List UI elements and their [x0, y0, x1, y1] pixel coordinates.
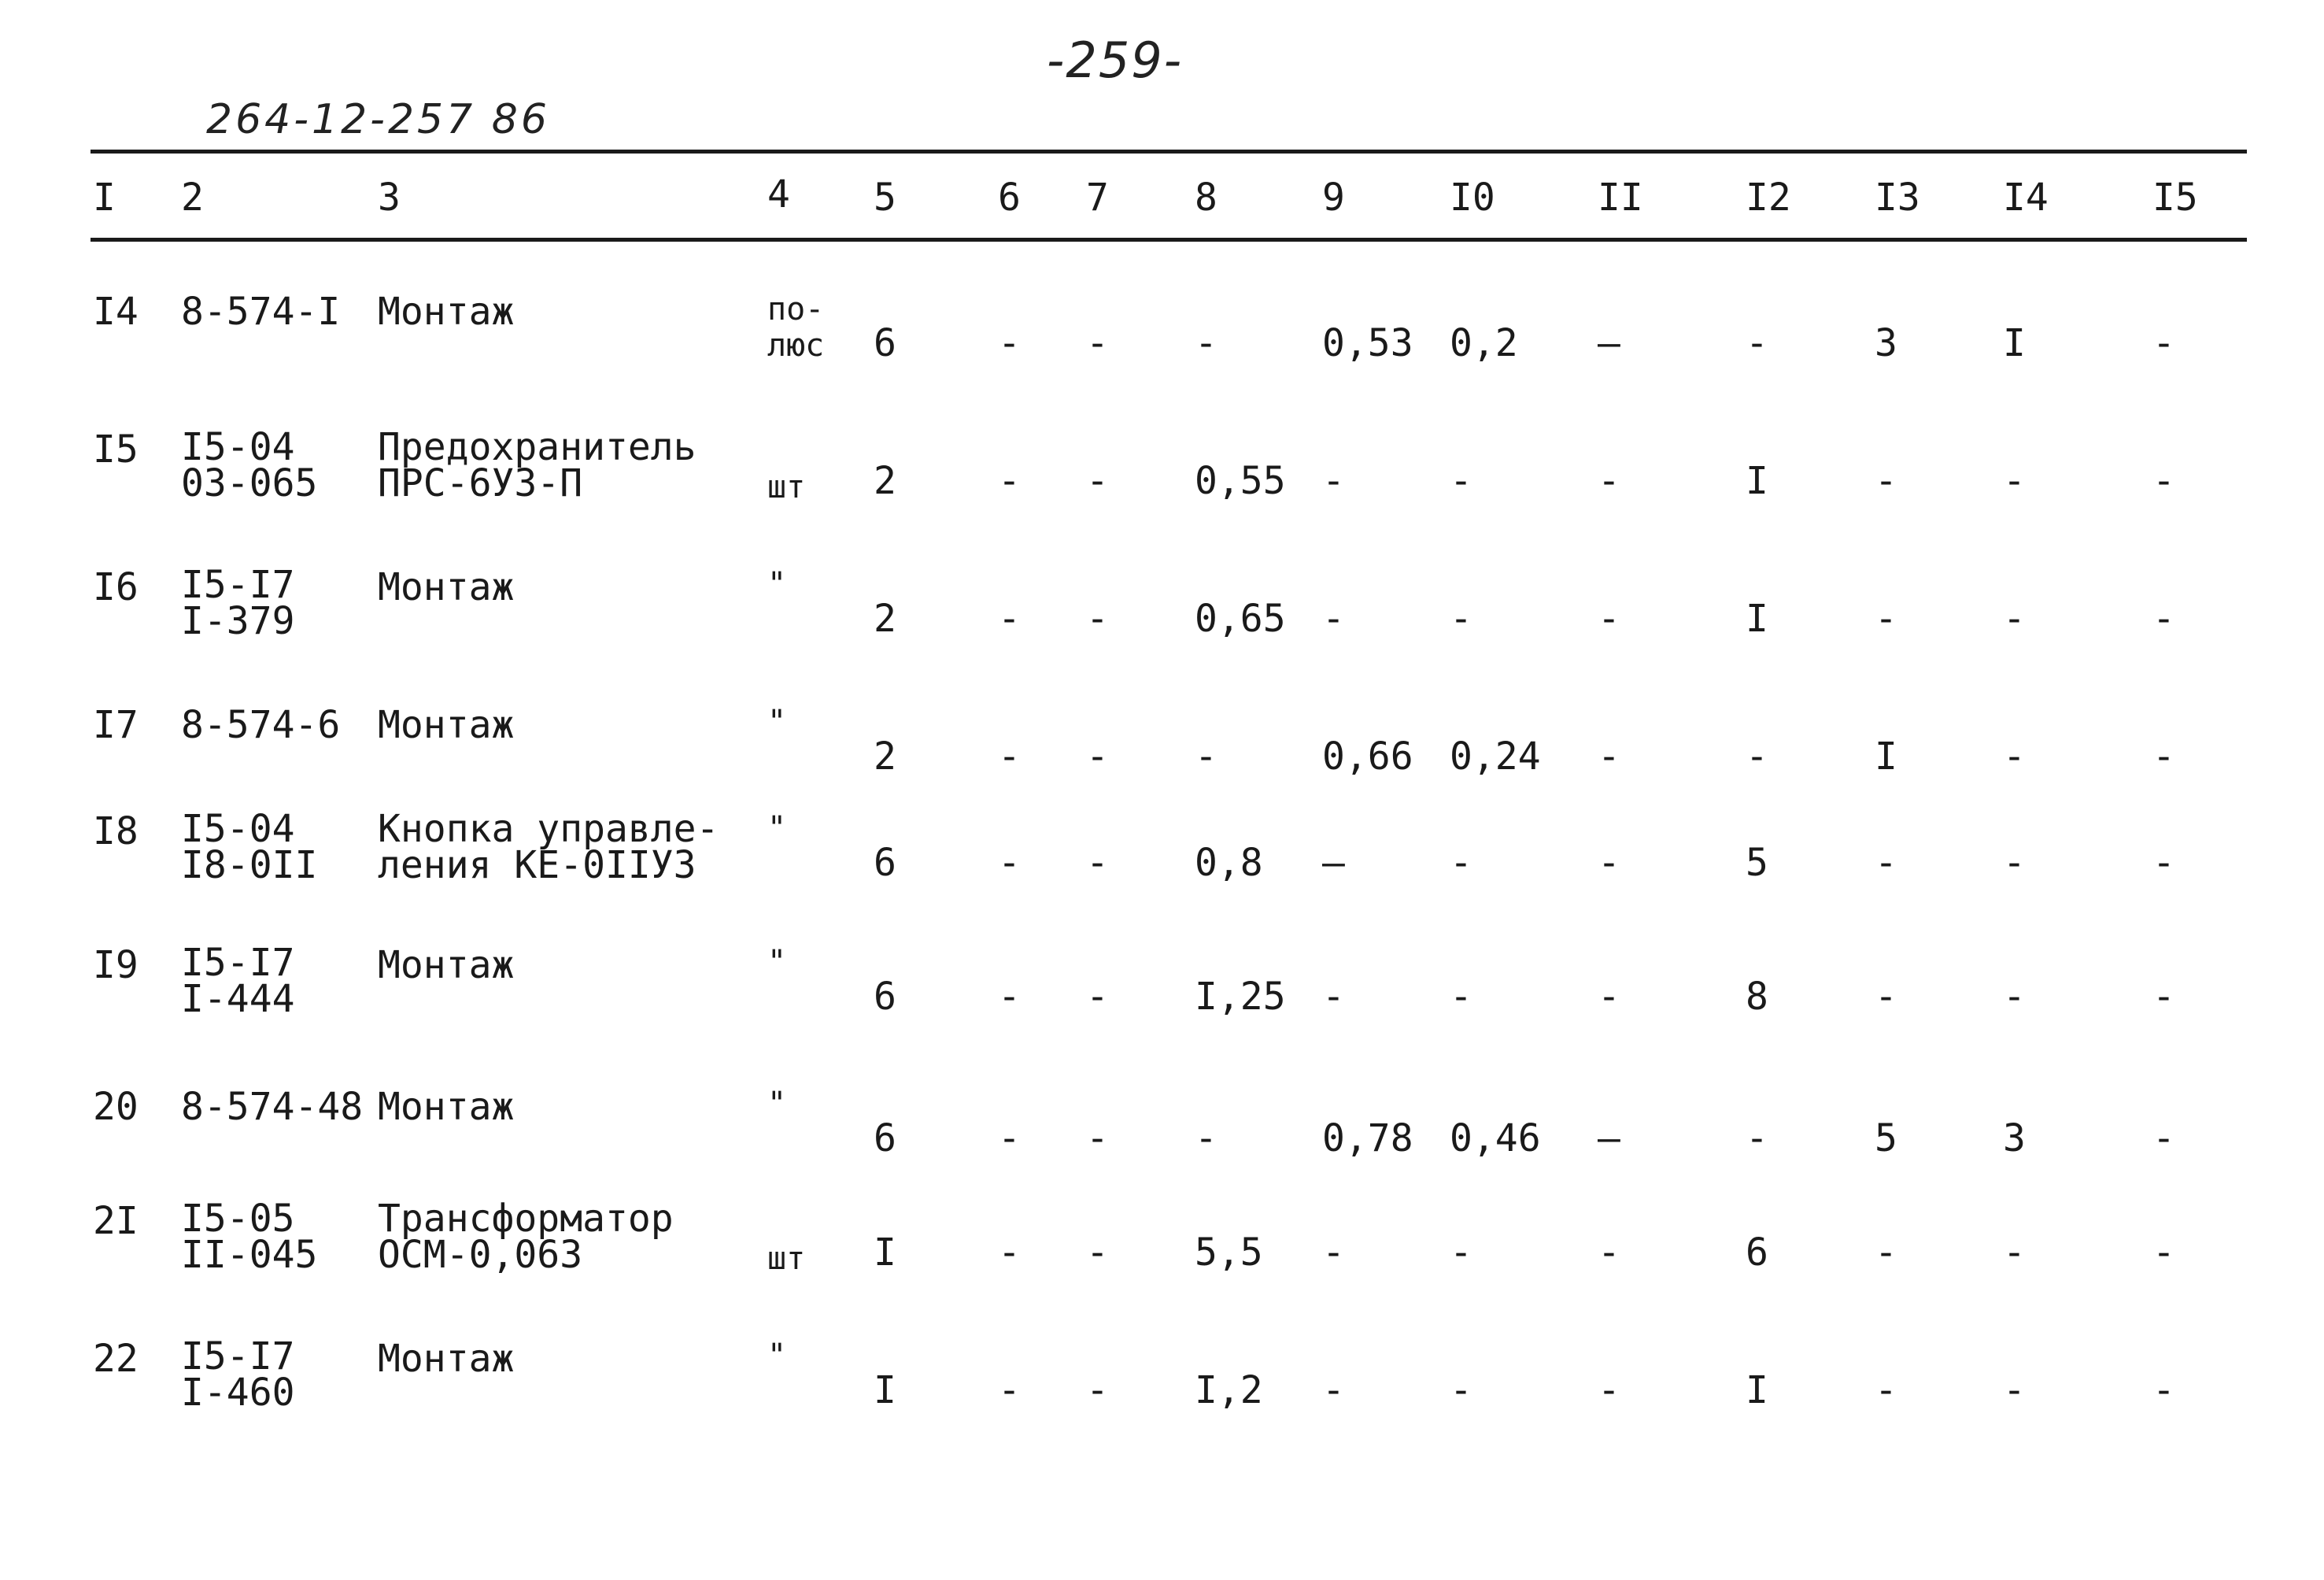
row-value-c13: - — [1875, 975, 1897, 1019]
column-header: 6 — [998, 176, 1021, 220]
row-value-c11: - — [1598, 597, 1620, 641]
row-value-c12: - — [1746, 734, 1768, 779]
column-header: I0 — [1450, 176, 1495, 220]
table-row — [0, 1197, 2324, 1287]
row-value-c10: - — [1450, 459, 1472, 503]
column-header: I4 — [2003, 176, 2049, 220]
row-value-c12: 8 — [1746, 975, 1768, 1019]
row-value-c6: - — [998, 734, 1021, 779]
row-value-c12: I — [1746, 597, 1768, 641]
row-value-c15: - — [2152, 1368, 2175, 1412]
column-header: 9 — [1322, 176, 1345, 220]
row-name: Монтаж — [378, 565, 515, 609]
row-value-c15: - — [2152, 734, 2175, 779]
row-name: Монтаж — [378, 290, 515, 334]
row-number: I6 — [93, 565, 139, 609]
row-value-c9: 0,66 — [1322, 734, 1413, 779]
row-unit: шт — [767, 1241, 806, 1277]
row-value-c13: - — [1875, 841, 1897, 885]
row-value-c11: - — [1598, 459, 1620, 503]
column-header: 7 — [1086, 176, 1109, 220]
row-unit: " — [767, 566, 787, 602]
row-value-c14: - — [2003, 459, 2026, 503]
row-unit: " — [767, 704, 787, 740]
row-value-c7: - — [1086, 597, 1109, 641]
row-code: I5-05 II-045 — [181, 1197, 318, 1277]
table-header-rule — [91, 238, 2247, 242]
table-row — [0, 941, 2324, 1031]
row-name: Монтаж — [378, 1337, 515, 1381]
row-number: I4 — [93, 290, 139, 334]
row-value-c10: - — [1450, 597, 1472, 641]
row-unit: " — [767, 1086, 787, 1122]
row-value-c15: - — [2152, 597, 2175, 641]
row-value-c14: I — [2003, 321, 2026, 365]
row-name: Монтаж — [378, 1085, 515, 1129]
row-value-c11: - — [1598, 734, 1620, 779]
row-value-c12: - — [1746, 321, 1768, 365]
table-row — [0, 291, 2324, 378]
table-row — [0, 1334, 2324, 1425]
row-value-c7: - — [1086, 459, 1109, 503]
row-value-c9: - — [1322, 1368, 1345, 1412]
column-header: 3 — [378, 176, 401, 220]
column-header: I3 — [1875, 176, 1920, 220]
row-value-c14: - — [2003, 1230, 2026, 1275]
row-code: 8-574-6 — [181, 703, 341, 747]
row-unit: " — [767, 1338, 787, 1374]
row-value-c14: - — [2003, 734, 2026, 779]
row-value-c13: 3 — [1875, 321, 1897, 365]
row-value-c9: - — [1322, 1230, 1345, 1275]
row-code: 8-574-48 — [181, 1085, 364, 1129]
row-value-c10: - — [1450, 841, 1472, 885]
table-top-rule — [91, 150, 2247, 154]
row-value-c11: - — [1598, 841, 1620, 885]
row-value-c7: - — [1086, 841, 1109, 885]
column-header: II — [1598, 176, 1643, 220]
row-value-c9: - — [1322, 597, 1345, 641]
row-value-c14: - — [2003, 1368, 2026, 1412]
row-value-c6: - — [998, 1230, 1021, 1275]
row-value-c8: 0,8 — [1195, 841, 1263, 885]
row-value-c10: - — [1450, 1368, 1472, 1412]
row-value-c5: 6 — [874, 321, 896, 365]
row-code: 8-574-I — [181, 290, 341, 334]
row-code: I5-I7 I-460 — [181, 1334, 295, 1415]
row-value-c5: I — [874, 1368, 896, 1412]
row-value-c10: - — [1450, 975, 1472, 1019]
row-value-c14: 3 — [2003, 1116, 2026, 1160]
row-number: 22 — [93, 1337, 139, 1381]
row-value-c15: - — [2152, 841, 2175, 885]
row-value-c6: - — [998, 975, 1021, 1019]
row-number: I7 — [93, 703, 139, 747]
row-value-c7: - — [1086, 1368, 1109, 1412]
row-value-c13: - — [1875, 459, 1897, 503]
row-value-c14: - — [2003, 975, 2026, 1019]
row-value-c5: 2 — [874, 459, 896, 503]
row-value-c11: — — [1598, 1116, 1620, 1160]
row-value-c12: 6 — [1746, 1230, 1768, 1275]
row-code: I5-I7 I-379 — [181, 563, 295, 643]
row-number: I5 — [93, 427, 139, 472]
row-value-c13: - — [1875, 1368, 1897, 1412]
row-value-c7: - — [1086, 1230, 1109, 1275]
row-value-c15: - — [2152, 459, 2175, 503]
row-value-c9: 0,53 — [1322, 321, 1413, 365]
row-name: Трансформатор ОСМ-0,063 — [378, 1197, 674, 1277]
row-value-c8: 0,55 — [1195, 459, 1286, 503]
row-value-c15: - — [2152, 321, 2175, 365]
row-value-c8: - — [1195, 321, 1217, 365]
row-value-c11: - — [1598, 1368, 1620, 1412]
row-number: 2I — [93, 1199, 139, 1243]
row-value-c5: 6 — [874, 975, 896, 1019]
row-value-c6: - — [998, 597, 1021, 641]
row-value-c6: - — [998, 321, 1021, 365]
row-value-c6: - — [998, 459, 1021, 503]
row-value-c9: — — [1322, 841, 1345, 885]
row-value-c15: - — [2152, 1116, 2175, 1160]
row-value-c7: - — [1086, 1116, 1109, 1160]
row-unit: шт — [767, 469, 806, 505]
row-value-c9: 0,78 — [1322, 1116, 1413, 1160]
table-row — [0, 807, 2324, 897]
row-value-c5: I — [874, 1230, 896, 1275]
row-value-c7: - — [1086, 975, 1109, 1019]
table-row — [0, 425, 2324, 516]
row-value-c7: - — [1086, 321, 1109, 365]
row-value-c9: - — [1322, 975, 1345, 1019]
row-number: 20 — [93, 1085, 139, 1129]
table-row — [0, 705, 2324, 791]
column-header: 8 — [1195, 176, 1217, 220]
row-code: I5-04 03-065 — [181, 425, 318, 505]
row-unit: " — [767, 810, 787, 846]
row-name: Предохранитель ПРС-6У3-П — [378, 425, 696, 505]
row-value-c13: - — [1875, 1230, 1897, 1275]
column-header: I — [93, 176, 116, 220]
row-value-c10: 0,24 — [1450, 734, 1541, 779]
row-value-c12: I — [1746, 459, 1768, 503]
row-value-c11: - — [1598, 1230, 1620, 1275]
row-value-c8: I,2 — [1195, 1368, 1263, 1412]
row-value-c13: 5 — [1875, 1116, 1897, 1160]
row-value-c13: - — [1875, 597, 1897, 641]
table-header — [0, 172, 2324, 224]
table-row — [0, 1086, 2324, 1173]
row-value-c5: 6 — [874, 1116, 896, 1160]
row-value-c5: 2 — [874, 597, 896, 641]
page-number: -259- — [1047, 31, 1184, 89]
row-value-c5: 2 — [874, 734, 896, 779]
row-value-c7: - — [1086, 734, 1109, 779]
row-value-c11: — — [1598, 321, 1620, 365]
row-value-c14: - — [2003, 841, 2026, 885]
row-value-c10: 0,46 — [1450, 1116, 1541, 1160]
row-number: I9 — [93, 943, 139, 987]
row-value-c8: 0,65 — [1195, 597, 1286, 641]
row-value-c12: 5 — [1746, 841, 1768, 885]
row-value-c9: - — [1322, 459, 1345, 503]
row-unit: " — [767, 944, 787, 980]
row-value-c6: - — [998, 1368, 1021, 1412]
row-value-c8: - — [1195, 734, 1217, 779]
column-header: 5 — [874, 176, 896, 220]
row-value-c6: - — [998, 1116, 1021, 1160]
row-unit: по- люс — [767, 291, 825, 364]
column-header: I2 — [1746, 176, 1791, 220]
row-value-c15: - — [2152, 1230, 2175, 1275]
row-value-c14: - — [2003, 597, 2026, 641]
row-code: I5-I7 I-444 — [181, 941, 295, 1021]
column-header: 4 — [767, 172, 790, 216]
row-code: I5-04 I8-0II — [181, 807, 318, 887]
row-name: Монтаж — [378, 943, 515, 987]
row-value-c6: - — [998, 841, 1021, 885]
row-value-c10: 0,2 — [1450, 321, 1518, 365]
column-header: I5 — [2152, 176, 2198, 220]
row-value-c12: - — [1746, 1116, 1768, 1160]
row-value-c8: I,25 — [1195, 975, 1286, 1019]
row-value-c8: - — [1195, 1116, 1217, 1160]
row-value-c5: 6 — [874, 841, 896, 885]
row-value-c10: - — [1450, 1230, 1472, 1275]
row-name: Монтаж — [378, 703, 515, 747]
table-row — [0, 563, 2324, 653]
document-code: 264-12-257 86 — [206, 96, 550, 143]
row-value-c8: 5,5 — [1195, 1230, 1263, 1275]
row-name: Кнопка управле- ления КЕ-0IIУ3 — [378, 807, 719, 887]
row-value-c12: I — [1746, 1368, 1768, 1412]
row-number: I8 — [93, 809, 139, 853]
row-value-c13: I — [1875, 734, 1897, 779]
row-value-c11: - — [1598, 975, 1620, 1019]
row-value-c15: - — [2152, 975, 2175, 1019]
column-header: 2 — [181, 176, 204, 220]
